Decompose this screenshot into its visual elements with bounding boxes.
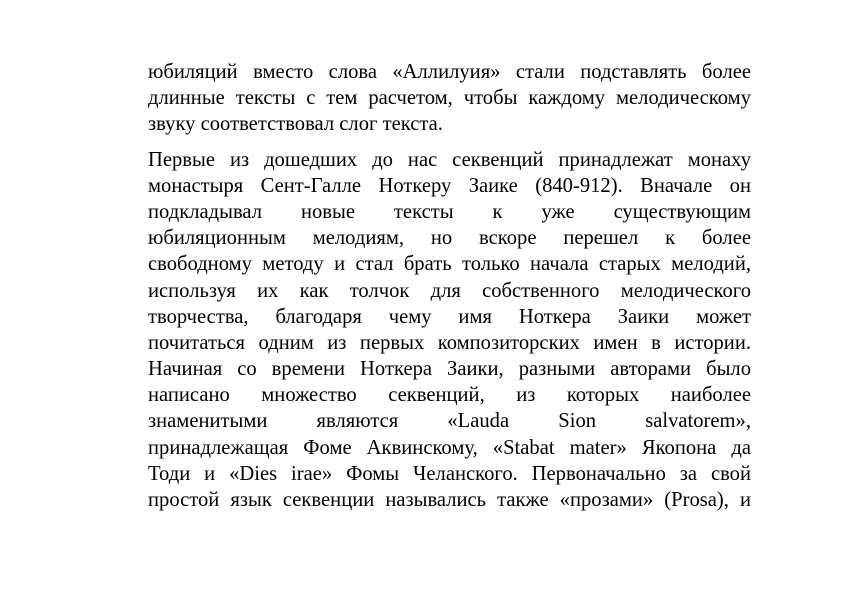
text-line: простой язык секвенции назывались также «прозами» (Prosa), и: [148, 489, 751, 511]
text-line: свободному методу и стал брать только начала старых мелодий,: [148, 253, 751, 276]
body-text: [148, 59, 751, 513]
text-line: творчества, благодаря чему имя Ноткера Заики может: [148, 305, 751, 328]
text-line: Тоди и «Dies irae» Фомы Челанского. Первоначально за свой: [148, 462, 751, 485]
text-line: написано множество секвенций, из которых наиболее: [148, 384, 751, 407]
text-line: длинные тексты с тем расчетом, чтобы каждому мелодическому: [148, 87, 751, 110]
text-line: используя их как толчок для собственного мелодического: [148, 279, 751, 302]
text-line: Первые из дошедших до нас секвенций принадлежат монаху: [148, 148, 751, 171]
paragraph: [148, 59, 751, 138]
paragraph: [148, 147, 751, 514]
paragraph-gap: [148, 138, 751, 147]
text-line: юбиляций вместо слова «Аллилуия» стали подставлять более: [148, 61, 751, 83]
text-line: подкладывал новые тексты к уже существующим: [148, 200, 751, 223]
text-line: почитаться одним из первых композиторских имен в истории.: [148, 331, 751, 354]
text-line: Начиная со времени Ноткера Заики, разными авторами было: [148, 358, 751, 381]
text-line: звуку соответствовал слог текста.: [148, 113, 443, 136]
text-line: знаменитыми являются «Lauda Sion salvatorem»,: [148, 410, 751, 433]
text-line: юбиляционным мелодиям, но вскоре перешел к более: [148, 227, 751, 250]
text-line: принадлежащая Фоме Аквинскому, «Stabat mater» Якопона да: [148, 436, 751, 459]
text-line: монастыря Сент-Галле Ноткеру Заике (840-912). Вначале он: [148, 174, 751, 197]
